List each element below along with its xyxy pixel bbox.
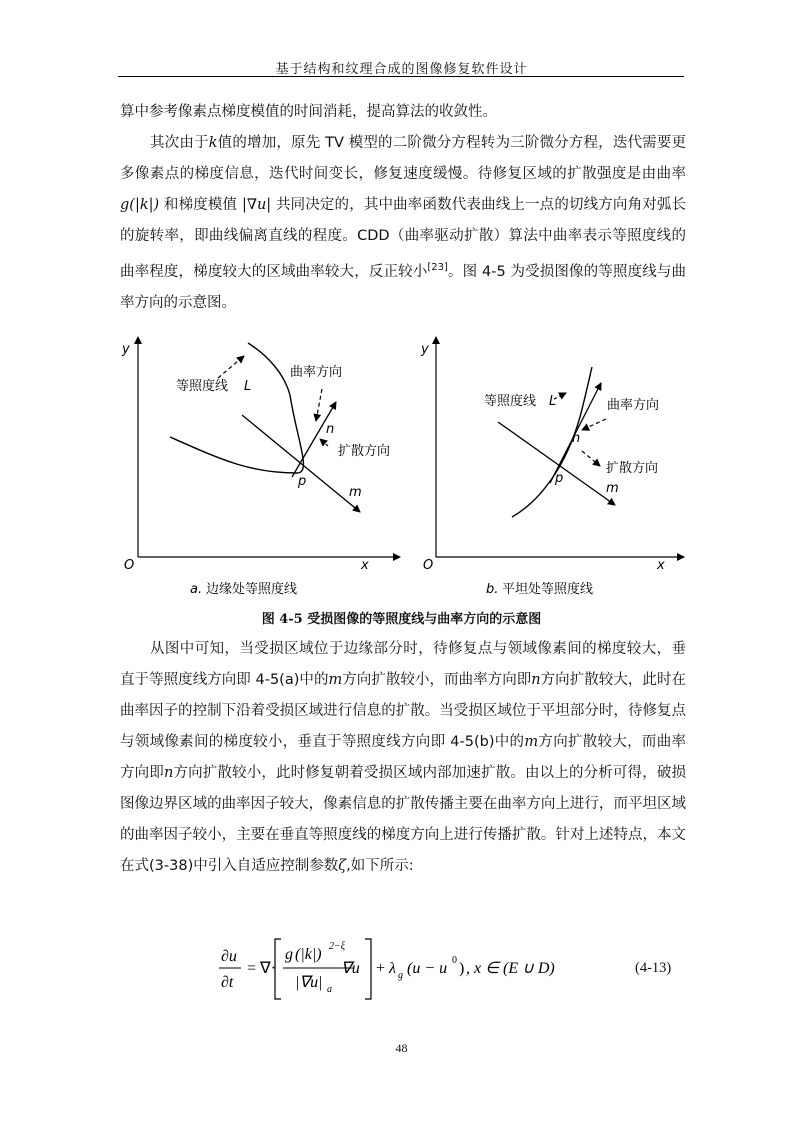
paragraph-3 (120, 634, 686, 882)
p2-text-2: 值的增加，原先 TV 模型的二阶微分方程转为三阶微分方程，迭代需要更多像素点的梯度信息，迭代时间变长，修复速度缓慢。待修复区域的扩散强度是由曲率 (120, 135, 687, 182)
eq-lambda: λ (389, 960, 396, 977)
eq-close-paren: ) (459, 960, 465, 977)
diffusion-pointer-b (582, 451, 600, 466)
header-rule (118, 76, 684, 77)
y-label-b: y (421, 342, 429, 357)
p3-text-4: 方向扩散较大，而曲率方向即 (120, 734, 687, 781)
curvature-pointer-a (316, 389, 322, 421)
p2-symbol-k: k (208, 135, 218, 151)
isophote-label-a: 等照度线 (176, 379, 229, 394)
x-label-b: x (657, 558, 665, 573)
m-label-a: m (349, 485, 362, 500)
p3-text-2: 方向扩散较小，而曲率方向即 (342, 672, 532, 688)
p3-symbol-m2: m (524, 734, 539, 750)
figure-a (121, 337, 400, 597)
curvature-pointer-b (582, 419, 606, 430)
figure-svg (112, 335, 697, 605)
diffusion-label-b: 扩散方向 (606, 461, 659, 476)
equation-svg (215, 935, 685, 1003)
p-label-b: p (555, 471, 564, 486)
eq-abs-k: (|k|) (295, 946, 322, 963)
eq-nabla: ∇· (260, 960, 277, 977)
x-label-a: x (361, 558, 369, 573)
L-label-a: L (244, 379, 252, 394)
isophote-pointer-a (218, 356, 244, 378)
figure-b (420, 337, 684, 597)
p2-formula-gk: g(|k|) (120, 197, 160, 213)
m-direction-arrow-b (498, 422, 615, 505)
sub-letter-a: a. (190, 582, 203, 597)
p2-text-5: 。图 4-5 为受损图像的等照度线与曲率方向的示意图。 (120, 263, 686, 311)
origin-label-a: O (124, 558, 135, 573)
p3-text-1: 从图中可知，当受损区域位于边缘部分时，待修复点与领域像素间的梯度较大，垂直于等照度线方向即 4-5(a)中的 (120, 641, 686, 688)
eq-g: g (285, 946, 293, 963)
eq-dt: ∂t (221, 974, 234, 991)
eq-exponent: 2−ξ (329, 941, 346, 952)
page-number: 48 (395, 1041, 408, 1055)
m-direction-arrow-a (242, 415, 360, 512)
diffusion-label-a: 扩散方向 (338, 444, 391, 459)
figure-caption: 图 4-5 受损图像的等照度线与曲率方向的示意图 (261, 612, 542, 627)
paragraph-1-text: 算中参考像素点梯度模值的时间消耗，提高算法的收敛性。 (120, 104, 497, 120)
eq-plus: + (376, 960, 386, 977)
eq-grad-u: ∇u (341, 960, 360, 977)
origin-label-b: O (423, 558, 434, 573)
p-label-a: p (298, 474, 307, 489)
m-label-b: m (606, 481, 619, 496)
p3-symbol-n1: n (531, 672, 541, 688)
p2-text-3: 和梯度模值 (163, 197, 238, 213)
p3-symbol-zeta: ζ (338, 858, 347, 874)
curvature-label-a: 曲率方向 (290, 365, 343, 380)
p3-symbol-m1: m (328, 672, 343, 688)
eq-equals: = (247, 960, 257, 977)
eq-right-bracket (365, 939, 371, 999)
curvature-label-b: 曲率方向 (607, 398, 660, 413)
diffusion-pointer-a (320, 439, 328, 446)
eq-grad-abs: |∇u| (295, 974, 323, 991)
equation-number: (4-13) (635, 960, 672, 976)
figure-4-5 (112, 335, 697, 605)
eq-sub-a: a (327, 984, 332, 995)
isophote-label-b: 等照度线 (484, 394, 537, 409)
n-label-a: n (326, 422, 335, 437)
sub-caption-a: 边缘处等照度线 (206, 582, 298, 597)
L-label-b: L (549, 394, 557, 409)
p3-text-5: 方向扩散较小，此时修复朝着受损区域内部加速扩散。由以上的分析可得，破损图像边界区域的曲率因子较大，像素信息的扩散传播主要在曲率方向上进行，而平坦区域的曲率因子较小，主要在垂直等照度线的梯度方向上进行传播扩散。针对上述特点，本文在式(3-38)中引入自适应控制参数 (120, 765, 687, 874)
eq-fidelity: (u − u (407, 960, 448, 977)
running-header: 基于结构和纹理合成的图像修复软件设计 (275, 62, 528, 77)
eq-du: ∂u (221, 948, 237, 965)
paragraph-1 (120, 97, 686, 128)
p3-text-3: 方向扩散较大，此时在曲率因子的控制下沿着受损区域进行信息的扩散。当受损区域位于平坦部分时，待修复点与领域像素间的梯度较小，垂直于等照度线方向即 4-5(b)中的 (120, 672, 686, 750)
p2-text-4: 共同决定的，其中曲率函数代表曲线上一点的切线方向角对弧长的旋转率，即曲线偏离直线的程度。CDD（曲率驱动扩散）算法中曲率表示等照度线的曲率程度，梯度较大的区域曲率较大，反正较小 (120, 197, 687, 280)
p2-text-1: 其次由于 (150, 135, 209, 151)
sub-letter-b: b. (486, 582, 499, 597)
p3-text-6: ,如下所示: (346, 858, 414, 874)
n-label-b: n (572, 431, 581, 446)
p2-formula-grad: |∇u| (241, 197, 272, 213)
paragraph-2 (120, 128, 686, 319)
equation-4-13 (215, 935, 685, 1003)
eq-domain: , x ∈ (E ∪ D) (466, 960, 555, 977)
y-label-a: y (122, 342, 130, 357)
sub-caption-b: 平坦处等照度线 (502, 582, 594, 597)
p2-citation: [23] (427, 262, 448, 273)
p3-symbol-n2: n (163, 765, 174, 781)
eq-lambda-sub: g (398, 970, 403, 981)
eq-zero: 0 (452, 955, 457, 966)
